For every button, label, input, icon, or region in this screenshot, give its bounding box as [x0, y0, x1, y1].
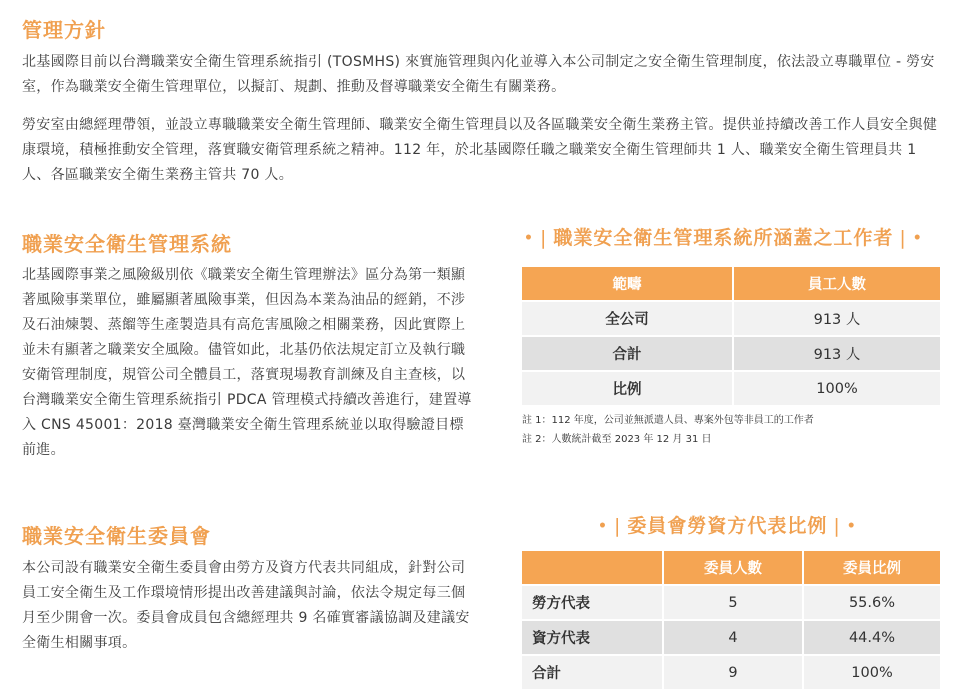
committee-cell-ratio: 55.6%	[803, 585, 940, 620]
committee-paragraph: 本公司設有職業安全衛生委員會由勞方及資方代表共同組成，針對公司員工安全衛生及工作環境情形提出改善建議與討論，依法令規定每三個月至少開會一次。委員會成員包含總經理共 9 名確實審議協調及建議安全衛生相關事項。	[22, 560, 470, 651]
table-row	[522, 301, 940, 336]
committee-cell-count: 9	[663, 655, 803, 689]
committee-heading: 職業安全衛生委員會	[22, 524, 211, 548]
coverage-note-1: 註 1：112 年度，公司並無派遣人員、專案外包等非員工的工作者	[522, 415, 814, 426]
coverage-cell-label: 比例	[522, 371, 733, 405]
system-paragraph: 北基國際事業之風險級別依《職業安全衛生管理辦法》區分為第一類顯著風險事業單位，雖屬顯著風險事業，但因為本業為油品的經銷，不涉及石油煉製、蒸餾等生產製造具有高危害風險之相關業務，因此實際上並未有顯著之職業安全風險。儘管如此，北基仍依法規定訂立及執行職安衛管理制度，規管公司全體員工，落實現場教育訓練及自主查核，以台灣職業安全衛生管理系統指引 PDCA 管理模式持續改善進行，建置導入 CNS 45001：2018 臺灣職業安全衛生管理系統並以取得驗證目標前進。	[22, 267, 472, 458]
bullet-dot: •	[912, 230, 923, 247]
title-bar: |	[613, 515, 622, 537]
committee-cell-count: 5	[663, 585, 803, 620]
committee-header-empty	[522, 551, 663, 585]
bullet-dot: •	[598, 518, 608, 535]
coverage-table-title	[524, 223, 923, 250]
coverage-cell-value: 100%	[733, 371, 940, 405]
table-row	[522, 336, 940, 371]
committee-table-title	[598, 511, 857, 538]
coverage-header-scope: 範疇	[522, 267, 733, 301]
committee-cell-label: 資方代表	[522, 620, 663, 655]
policy-heading: 管理方針	[22, 18, 106, 42]
system-heading: 職業安全衛生管理系統	[22, 232, 232, 256]
coverage-note-2: 註 2：人數統計截至 2023 年 12 月 31 日	[522, 434, 712, 445]
bullet-dot: •	[846, 518, 857, 535]
table-row	[522, 585, 940, 620]
committee-cell-ratio: 100%	[803, 655, 940, 689]
committee-table	[522, 551, 940, 689]
table-row	[522, 371, 940, 405]
title-bar: |	[833, 515, 841, 537]
coverage-cell-label: 全公司	[522, 301, 733, 336]
committee-header-count: 委員人數	[663, 551, 803, 585]
coverage-cell-value: 913 人	[733, 301, 940, 336]
committee-cell-label: 勞方代表	[522, 585, 663, 620]
coverage-title-text: 職業安全衛生管理系統所涵蓋之工作者	[553, 227, 894, 249]
committee-cell-label: 合計	[522, 655, 663, 689]
policy-paragraph-2: 勞安室由總經理帶領，並設立專職職業安全衛生管理師、職業安全衛生管理員以及各區職業安全衛生業務主管。提供並持續改善工作人員安全與健康環境，積極推動安全管理，落實職安衛管理系統之精神。112 年，於北基國際任職之職業安全衛生管理師共 1 人、職業安全衛生管理員共 1 人、各區職業安全衛生業務主管共 70 人。	[22, 117, 938, 183]
table-row	[522, 655, 940, 689]
bullet-dot: •	[524, 230, 534, 247]
committee-cell-ratio: 44.4%	[803, 620, 940, 655]
coverage-cell-label: 合計	[522, 336, 733, 371]
title-bar: |	[899, 227, 907, 249]
policy-paragraph-1: 北基國際目前以台灣職業安全衛生管理系統指引 (TOSMHS) 來實施管理與內化並導入本公司制定之安全衛生管理制度，依法設立專職單位 - 勞安室，作為職業安全衛生管理單位，以擬訂、規劃、推動及督導職業安全衛生有關業務。	[22, 54, 935, 95]
coverage-header-count: 員工人數	[733, 267, 940, 301]
committee-title-text: 委員會勞資方代表比例	[627, 515, 828, 537]
title-bar: |	[539, 227, 548, 249]
committee-cell-count: 4	[663, 620, 803, 655]
coverage-cell-value: 913 人	[733, 336, 940, 371]
committee-header-ratio: 委員比例	[803, 551, 940, 585]
table-row	[522, 620, 940, 655]
coverage-table	[522, 267, 940, 405]
